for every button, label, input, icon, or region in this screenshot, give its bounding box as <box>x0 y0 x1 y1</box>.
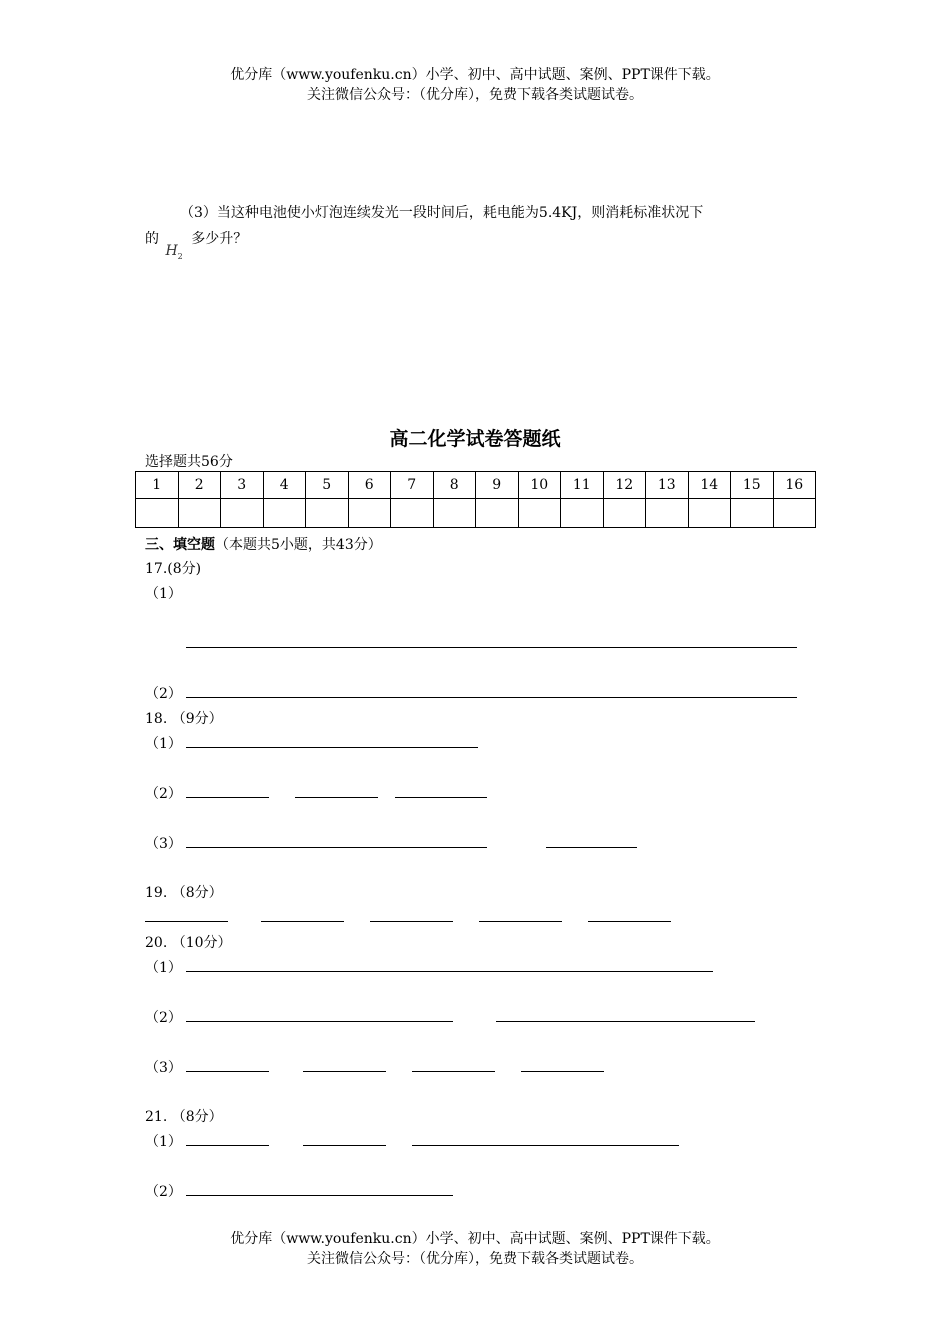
answer-cell[interactable] <box>603 499 646 528</box>
q17-1-answer-line[interactable] <box>186 647 797 648</box>
q20-part-3-label: （3） <box>145 1060 182 1076</box>
answer-cell[interactable] <box>391 499 434 528</box>
choice-section-label: 选择题共56分 <box>145 454 233 470</box>
q20-3-answer-line-c[interactable] <box>412 1071 495 1072</box>
answer-cell[interactable] <box>518 499 561 528</box>
header-line-1: 优分库（www.youfenku.cn）小学、初中、高中试题、案例、PPT课件下载。 <box>230 67 720 83</box>
question-3-suffix: 多少升？ <box>191 231 248 247</box>
q21-label: 21. （8分） <box>145 1109 223 1125</box>
formula-letter: H <box>165 243 178 259</box>
table-header-cell: 5 <box>306 472 349 499</box>
table-header-row <box>136 472 816 499</box>
answer-cell[interactable] <box>348 499 391 528</box>
q17-part-2-label: （2） <box>145 686 182 702</box>
q18-1-answer-line[interactable] <box>186 747 478 748</box>
table-header-cell: 12 <box>603 472 646 499</box>
q19-answer-line-2[interactable] <box>261 921 344 922</box>
q21-2-answer-line[interactable] <box>186 1195 453 1196</box>
table-header-cell: 3 <box>221 472 264 499</box>
q21-part-1-label: （1） <box>145 1134 182 1150</box>
q19-label: 19. （8分） <box>145 885 223 901</box>
answer-cell[interactable] <box>306 499 349 528</box>
section-3-heading <box>145 534 382 554</box>
q19-answer-line-3[interactable] <box>370 921 453 922</box>
h2-formula <box>165 243 182 259</box>
q19-answer-line-1[interactable] <box>145 921 228 922</box>
footer-line-1: 优分库（www.youfenku.cn）小学、初中、高中试题、案例、PPT课件下载。 <box>230 1231 720 1247</box>
table-header-cell: 1 <box>136 472 179 499</box>
q20-2-answer-line-a[interactable] <box>186 1021 453 1022</box>
formula-subscript: 2 <box>177 251 183 261</box>
q20-part-2-label: （2） <box>145 1010 182 1026</box>
table-header-cell: 9 <box>476 472 519 499</box>
q17-2-answer-line[interactable] <box>186 697 797 698</box>
table-header-cell: 8 <box>433 472 476 499</box>
table-header-cell: 15 <box>731 472 774 499</box>
q18-2-answer-line-c[interactable] <box>395 797 487 798</box>
table-answer-row <box>136 499 816 528</box>
q18-2-answer-line-a[interactable] <box>186 797 269 798</box>
q18-part-2-label: （2） <box>145 786 182 802</box>
answer-cell[interactable] <box>136 499 179 528</box>
q17-label: 17.(8分) <box>145 561 202 577</box>
table-header-cell: 11 <box>561 472 604 499</box>
question-3-line-2 <box>145 228 248 261</box>
q18-label: 18. （9分） <box>145 711 223 727</box>
q18-part-1-label: （1） <box>145 736 182 752</box>
section-3-title: 三、填空题 <box>145 537 215 553</box>
table-header-cell: 7 <box>391 472 434 499</box>
header-line-2: 关注微信公众号：（优分库），免费下载各类试题试卷。 <box>307 87 643 103</box>
q18-2-answer-line-b[interactable] <box>295 797 378 798</box>
q20-part-1-label: （1） <box>145 960 182 976</box>
q21-1-answer-line-a[interactable] <box>186 1145 269 1146</box>
question-3-prefix: 的 <box>145 231 159 247</box>
table-header-cell: 14 <box>688 472 731 499</box>
q20-1-answer-line[interactable] <box>186 971 713 972</box>
answer-cell[interactable] <box>433 499 476 528</box>
q20-label: 20. （10分） <box>145 935 232 951</box>
q18-3-answer-line-b[interactable] <box>546 847 637 848</box>
table-header-cell: 4 <box>263 472 306 499</box>
answer-cell[interactable] <box>263 499 306 528</box>
answer-cell[interactable] <box>688 499 731 528</box>
q21-1-answer-line-c[interactable] <box>412 1145 679 1146</box>
answer-cell[interactable] <box>178 499 221 528</box>
q20-3-answer-line-a[interactable] <box>186 1071 269 1072</box>
q17-part-1-label: （1） <box>145 586 182 602</box>
table-header-cell: 13 <box>646 472 689 499</box>
q18-part-3-label: （3） <box>145 836 182 852</box>
question-3-line-1: （3）当这种电池使小灯泡连续发光一段时间后，耗电能为5.4KJ，则消耗标准状况下 <box>180 205 704 221</box>
q20-3-answer-line-d[interactable] <box>521 1071 604 1072</box>
footer-line-2: 关注微信公众号：（优分库），免费下载各类试题试卷。 <box>307 1251 643 1267</box>
table-header-cell: 6 <box>348 472 391 499</box>
table-header-cell: 10 <box>518 472 561 499</box>
section-3-note: （本题共5小题，共43分） <box>215 537 382 553</box>
answer-cell[interactable] <box>773 499 816 528</box>
q21-part-2-label: （2） <box>145 1184 182 1200</box>
q18-3-answer-line-a[interactable] <box>186 847 487 848</box>
q19-answer-line-4[interactable] <box>479 921 562 922</box>
q20-2-answer-line-b[interactable] <box>496 1021 755 1022</box>
answer-cell[interactable] <box>221 499 264 528</box>
answer-cell[interactable] <box>731 499 774 528</box>
table-header-cell: 16 <box>773 472 816 499</box>
answer-cell[interactable] <box>476 499 519 528</box>
q19-answer-line-5[interactable] <box>588 921 671 922</box>
answer-cell[interactable] <box>646 499 689 528</box>
q21-1-answer-line-b[interactable] <box>303 1145 386 1146</box>
q20-3-answer-line-b[interactable] <box>303 1071 386 1072</box>
answer-sheet-title: 高二化学试卷答题纸 <box>389 428 561 450</box>
answer-cell[interactable] <box>561 499 604 528</box>
choice-answer-table <box>135 471 816 528</box>
table-header-cell: 2 <box>178 472 221 499</box>
